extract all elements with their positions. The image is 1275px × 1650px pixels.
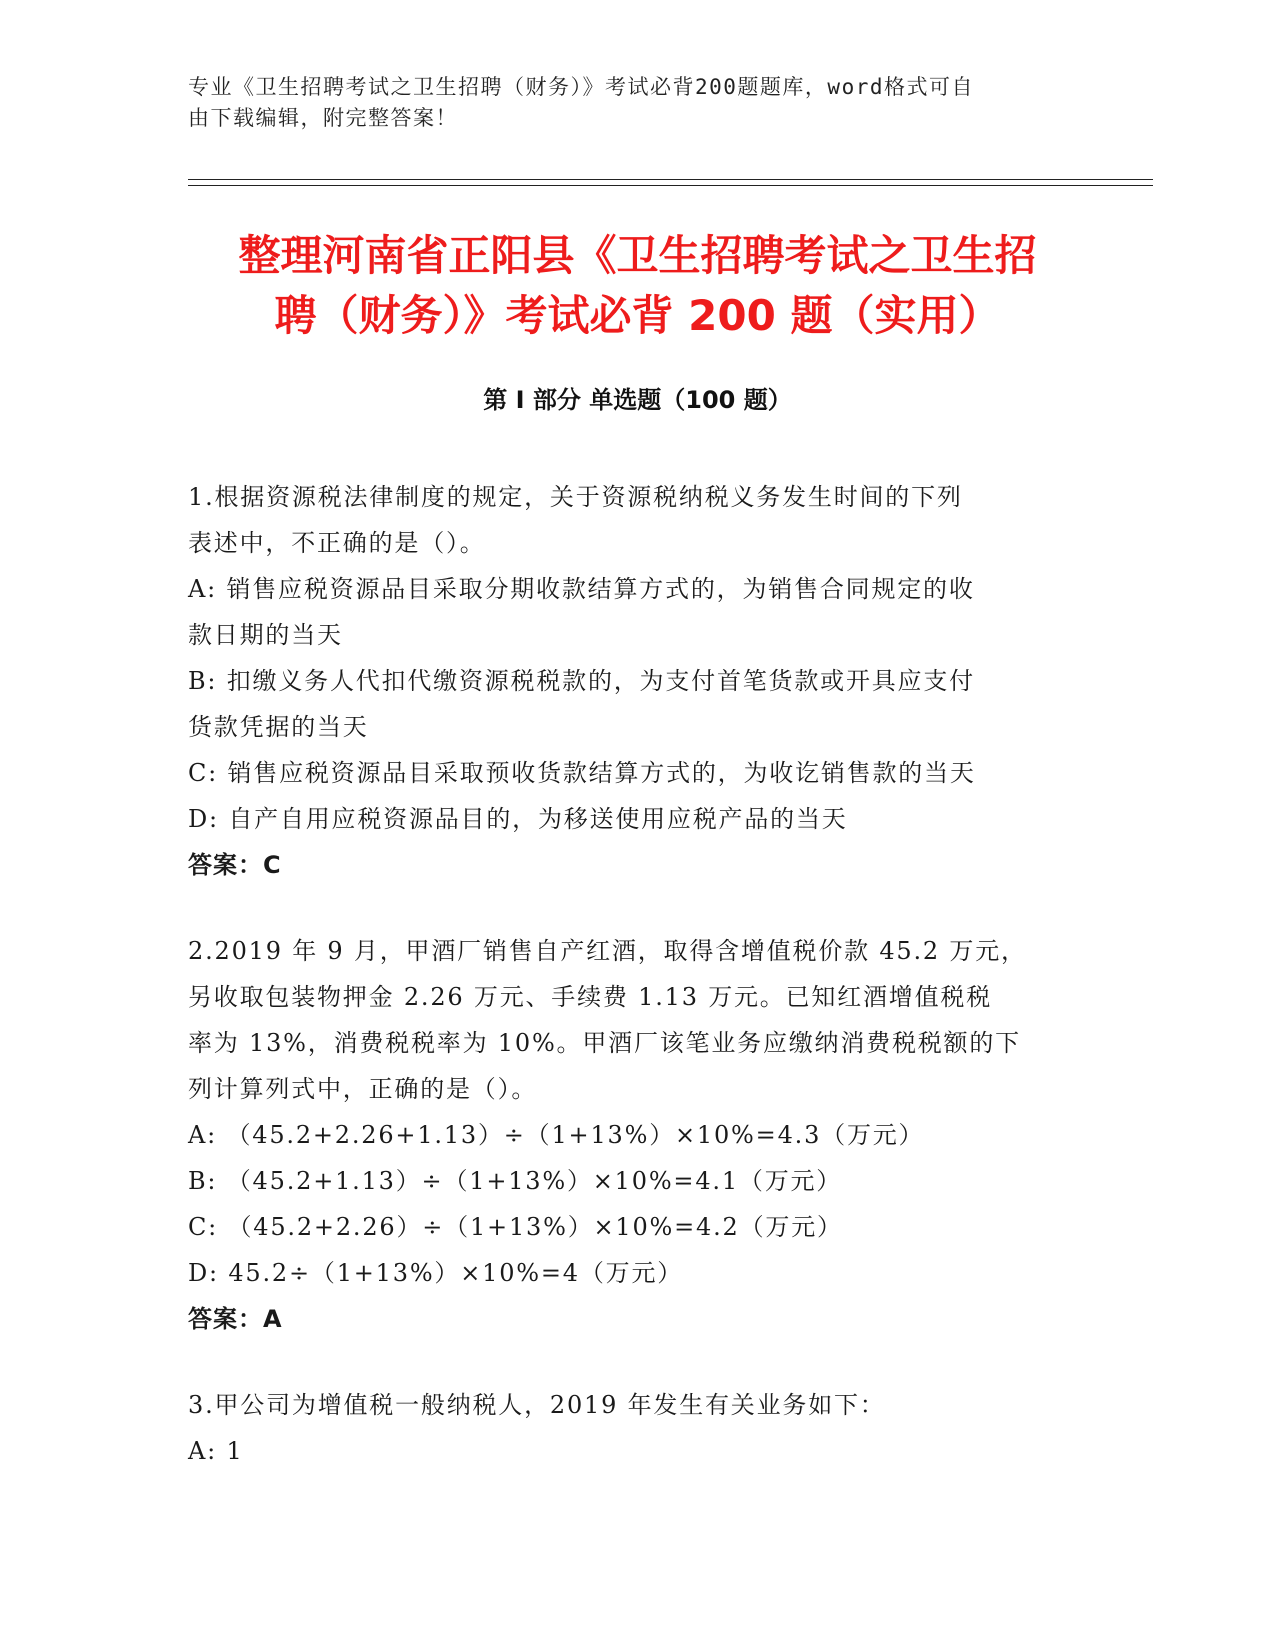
option-a: A: （45.2+2.26+1.13）÷（1+13%）×10%=4.3（万元） <box>188 1121 925 1149</box>
header-note-line: 由下载编辑，附完整答案！ <box>188 106 458 130</box>
document-title-line: 整理河南省正阳县《卫生招聘考试之卫生招 <box>238 231 1037 280</box>
document-title <box>150 226 1125 346</box>
header-divider <box>188 179 1153 180</box>
option-b: B: 扣缴义务人代扣代缴资源税税款的，为支付首笔货款或开具应支付 <box>188 667 975 695</box>
question-stem: 1.根据资源税法律制度的规定，关于资源税纳税义务发生时间的下列 <box>188 483 963 511</box>
answer: 答案：A <box>188 1305 283 1333</box>
option-d: D: 45.2÷（1+13%）×10%=4（万元） <box>188 1259 684 1287</box>
option-a: A: 1 <box>188 1437 244 1465</box>
option-b: B: （45.2+1.13）÷（1+13%）×10%=4.1（万元） <box>188 1167 843 1195</box>
question-stem: 列计算列式中，正确的是（）。 <box>188 1075 538 1103</box>
option-a: A: 销售应税资源品目采取分期收款结算方式的，为销售合同规定的收 <box>188 575 975 603</box>
question-stem: 2.2019 年 9 月，甲酒厂销售自产红酒，取得含增值税价款 45.2 万元， <box>188 937 1027 965</box>
question-stem: 率为 13%，消费税税率为 10%。甲酒厂该笔业务应缴纳消费税税额的下 <box>188 1029 1021 1057</box>
question-stem: 表述中，不正确的是（）。 <box>188 529 486 557</box>
option-c: C: （45.2+2.26）÷（1+13%）×10%=4.2（万元） <box>188 1213 843 1241</box>
question-stem: 3.甲公司为增值税一般纳税人，2019 年发生有关业务如下： <box>188 1391 886 1419</box>
header-note <box>188 72 1088 134</box>
question-list <box>188 474 1078 1474</box>
option-b: 货款凭据的当天 <box>188 713 369 741</box>
option-d: D: 自产自用应税资源品目的，为移送使用应税产品的当天 <box>188 805 848 833</box>
question-2 <box>188 928 1078 1342</box>
question-stem: 另收取包装物押金 2.26 万元、手续费 1.13 万元。已知红酒增值税税 <box>188 983 992 1011</box>
header-note-line: 专业《卫生招聘考试之卫生招聘（财务）》考试必背200题题库，word格式可自 <box>188 75 974 99</box>
option-a: 款日期的当天 <box>188 621 343 649</box>
answer: 答案：C <box>188 851 282 879</box>
option-c: C: 销售应税资源品目采取预收货款结算方式的，为收讫销售款的当天 <box>188 759 976 787</box>
header-divider <box>188 185 1153 186</box>
section-heading: 第 I 部分 单选题（100 题） <box>483 386 792 414</box>
document-title-line: 聘（财务）》考试必背 200 题（实用） <box>274 291 1001 340</box>
question-1 <box>188 474 1078 888</box>
question-3 <box>188 1382 1078 1474</box>
